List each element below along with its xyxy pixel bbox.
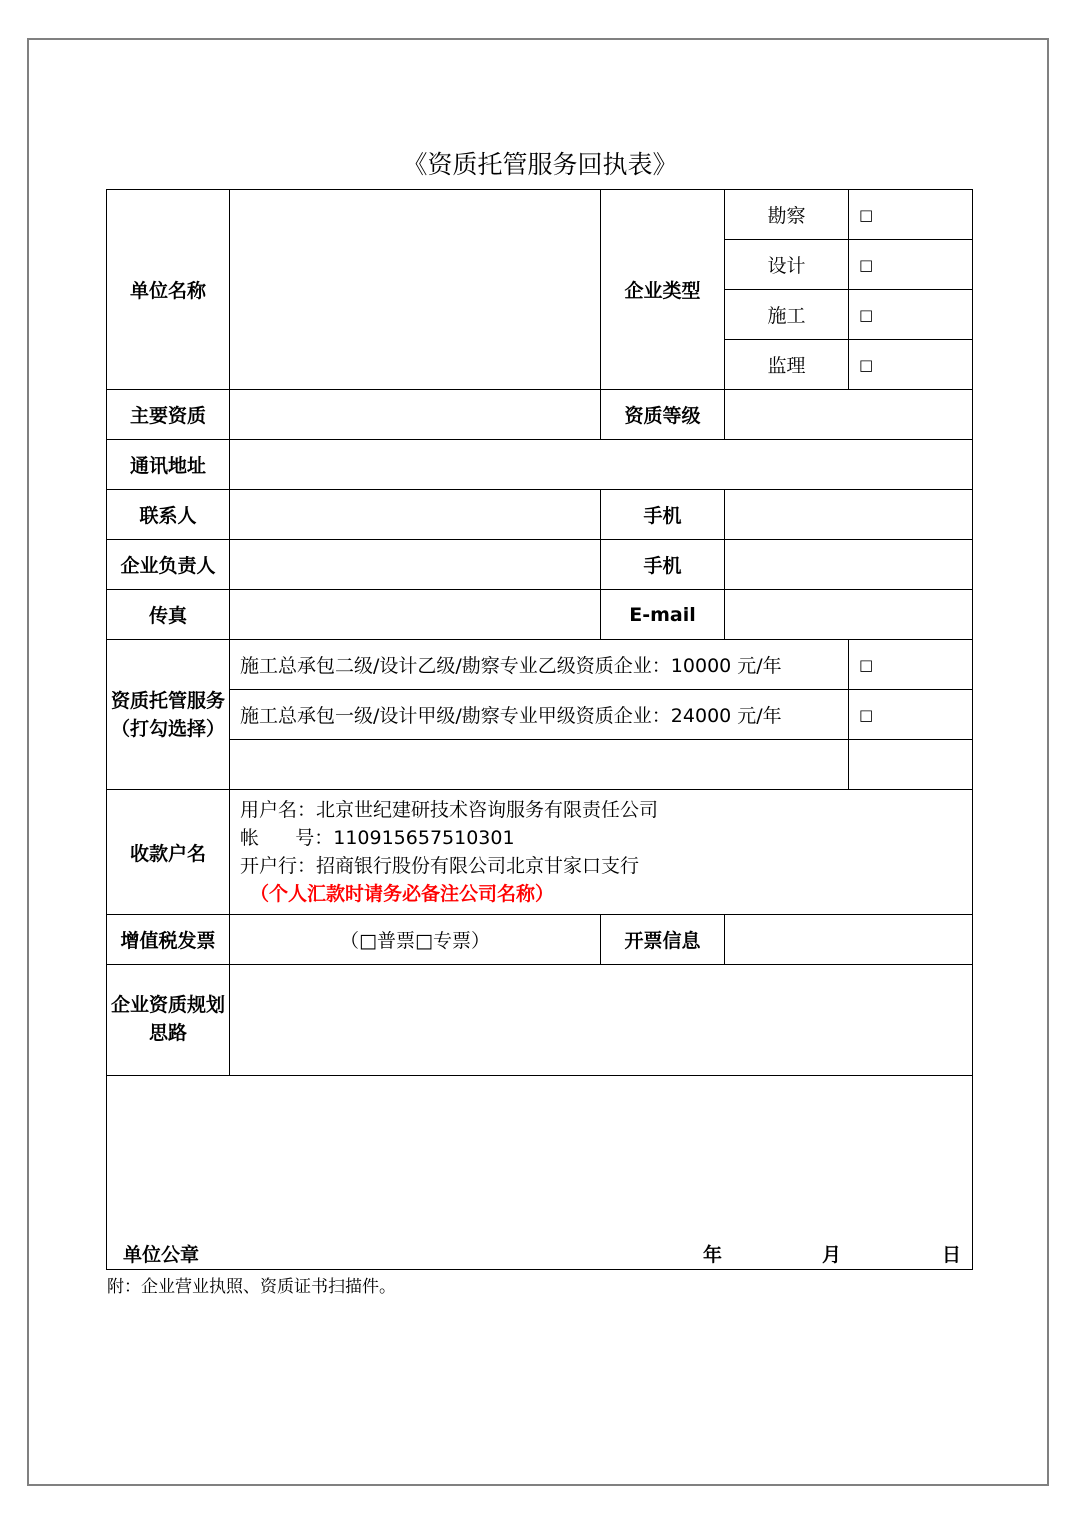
invoice-info-label: 开票信息 (601, 915, 725, 965)
principal-field[interactable] (230, 540, 601, 590)
year-label: 年 (703, 1244, 723, 1266)
company-type-option-survey: 勘察 (725, 190, 849, 240)
company-type-option-design: 设计 (725, 240, 849, 290)
unit-name-label: 单位名称 (107, 190, 230, 390)
email-label: E-mail (601, 590, 725, 640)
qualification-level-field[interactable] (725, 390, 973, 440)
address-label: 通讯地址 (107, 440, 230, 490)
vat-invoice-label: 增值税发票 (107, 915, 230, 965)
service-label: 资质托管服务（打勾选择） (107, 640, 230, 790)
payee-account-name: 用户名：北京世纪建研技术咨询服务有限责任公司 (240, 799, 659, 821)
company-type-label: 企业类型 (601, 190, 725, 390)
service-option-1: 施工总承包二级/设计乙级/勘察专业乙级资质企业：10000 元/年 (230, 640, 849, 690)
receipt-form-table (106, 189, 973, 1270)
payee-bank: 开户行：招商银行股份有限公司北京甘家口支行 (240, 855, 640, 877)
principal-mobile-label: 手机 (601, 540, 725, 590)
day-label: 日 (942, 1244, 962, 1266)
company-type-option-construction: 施工 (725, 290, 849, 340)
contact-mobile-field[interactable] (725, 490, 973, 540)
principal-mobile-field[interactable] (725, 540, 973, 590)
fax-field[interactable] (230, 590, 601, 640)
page-title: 《资质托管服务回执表》 (402, 150, 678, 179)
invoice-info-field[interactable] (725, 915, 973, 965)
email-field[interactable] (725, 590, 973, 640)
contact-field[interactable] (230, 490, 601, 540)
service-option-2: 施工总承包一级/设计甲级/勘察专业甲级资质企业：24000 元/年 (230, 690, 849, 740)
fax-label: 传真 (107, 590, 230, 640)
checkbox-design[interactable]: □ (849, 240, 973, 290)
payee-note: （个人汇款时请务必备注公司名称） (250, 883, 555, 905)
month-label: 月 (822, 1244, 842, 1266)
seal-label: 单位公章 (123, 1244, 200, 1266)
principal-label: 企业负责人 (107, 540, 230, 590)
payee-label: 收款户名 (107, 790, 230, 915)
service-option-blank[interactable] (230, 740, 849, 790)
checkbox-service-1[interactable]: □ (849, 640, 973, 690)
contact-label: 联系人 (107, 490, 230, 540)
main-qualification-field[interactable] (230, 390, 601, 440)
address-field[interactable] (230, 440, 973, 490)
qualification-level-label: 资质等级 (601, 390, 725, 440)
main-qualification-label: 主要资质 (107, 390, 230, 440)
payee-info (230, 790, 973, 915)
checkbox-service-2[interactable]: □ (849, 690, 973, 740)
checkbox-construction[interactable]: □ (849, 290, 973, 340)
planning-field[interactable] (230, 965, 973, 1076)
seal-section[interactable] (107, 1076, 973, 1270)
vat-invoice-options[interactable]: （□普票□专票） (230, 915, 601, 965)
footnote: 附：企业营业执照、资质证书扫描件。 (107, 1277, 396, 1297)
planning-label: 企业资质规划思路 (107, 965, 230, 1076)
checkbox-service-blank[interactable] (849, 740, 973, 790)
checkbox-supervision[interactable]: □ (849, 340, 973, 390)
contact-mobile-label: 手机 (601, 490, 725, 540)
unit-name-field[interactable] (230, 190, 601, 390)
company-type-option-supervision: 监理 (725, 340, 849, 390)
payee-account-number: 帐 号：110915657510301 (240, 827, 515, 849)
checkbox-survey[interactable]: □ (849, 190, 973, 240)
